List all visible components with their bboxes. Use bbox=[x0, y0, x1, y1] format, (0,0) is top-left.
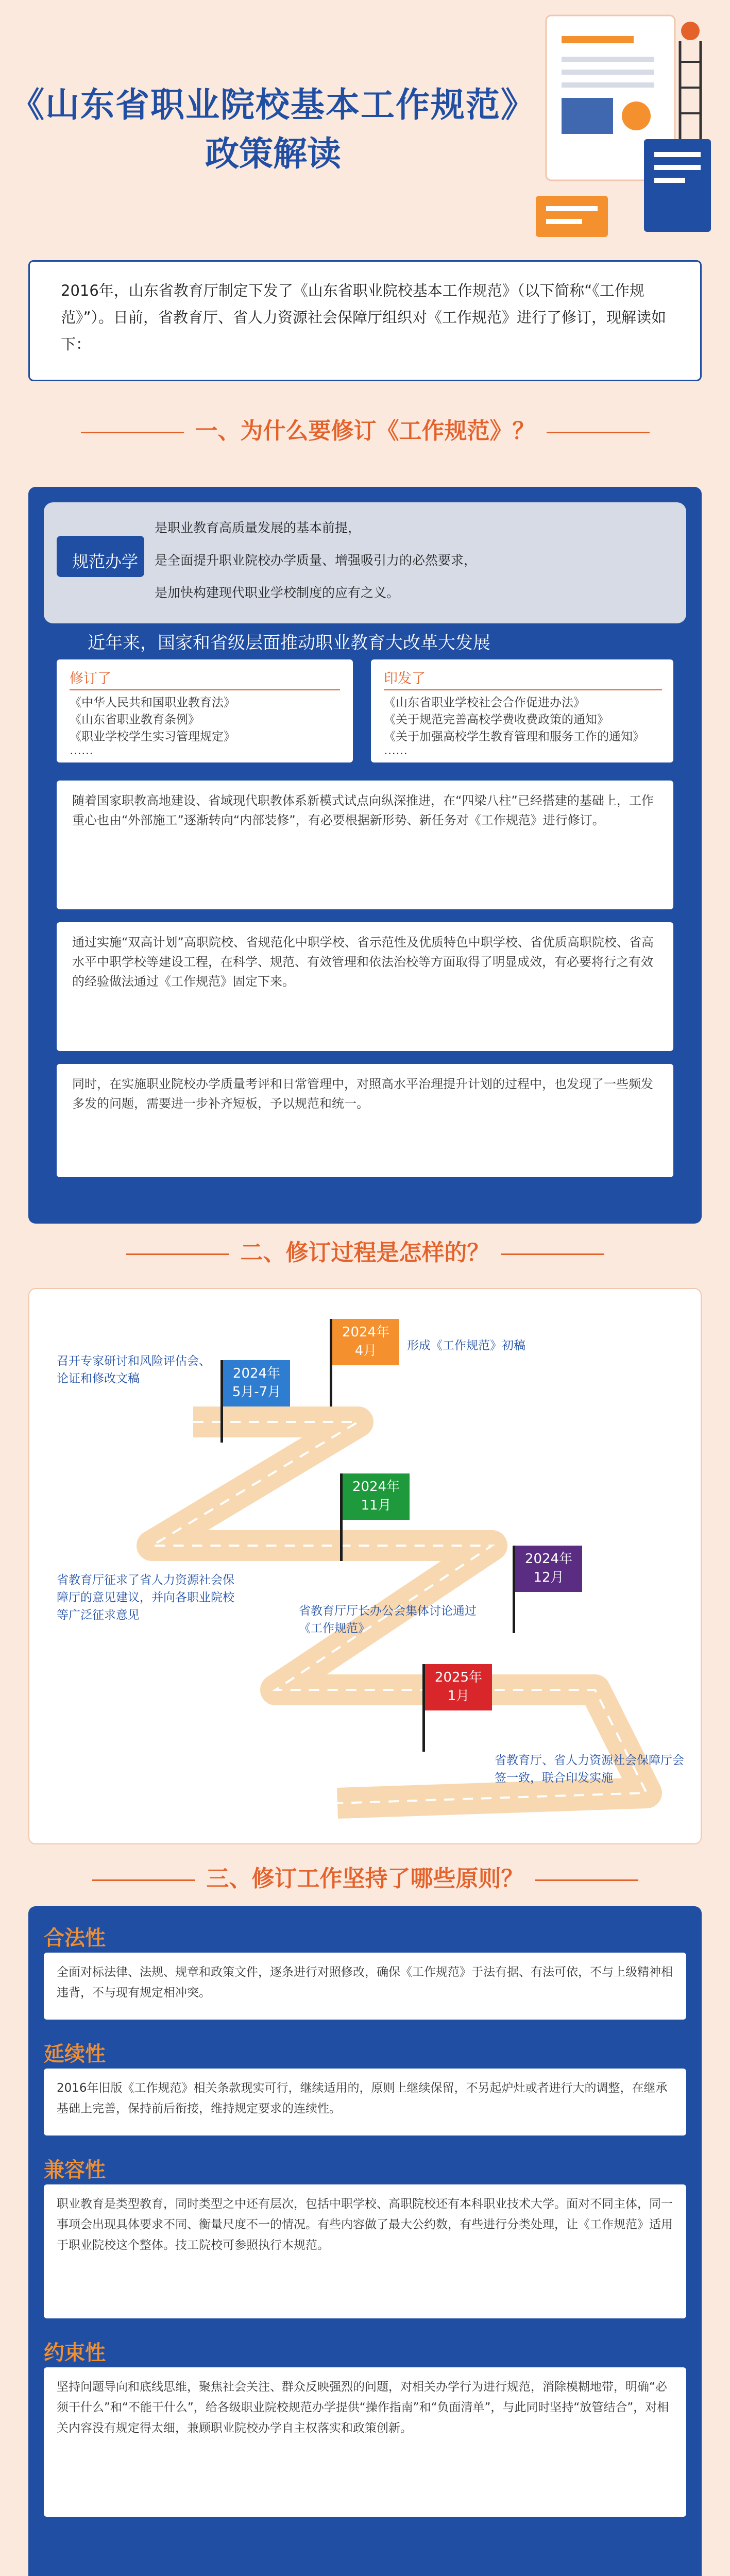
flag-date: 2024年 4月 bbox=[342, 1325, 390, 1359]
timeline-text: 省教育厅、省人力资源社会保障厅会签一致，联合印发实施 bbox=[495, 1754, 684, 1785]
issued-item: 《关于加强高校学生教育管理和服务工作的通知》 bbox=[384, 730, 644, 743]
flag-date: 2024年 11月 bbox=[352, 1479, 400, 1513]
issued-item: 《关于规范完善高校学费收费政策的通知》 bbox=[384, 713, 609, 726]
page-title: 《山东省职业院校基本工作规范》 bbox=[10, 85, 536, 125]
page-subtitle: 政策解读 bbox=[205, 134, 341, 174]
timeline-text: 召开专家研讨和风险评估会、论证和修改文稿 bbox=[57, 1354, 211, 1385]
section1-heading-text: 一、为什么要修订《工作规范》？ bbox=[195, 418, 535, 444]
revised-item: 《职业学校学生实习管理规定》 bbox=[70, 730, 235, 743]
principle-text: 职业教育是类型教育，同时类型之中还有层次，包括中职学校、高职院校还有本科职业技术大学。面对不同主体，同一事项会出现具体要求不同、衡量尺度不一的情况。有些内容做了最大公约数，有些进行分类处理，让《工作规范》适用于职业院校这个整体。技工院校可参照执行本规范。 bbox=[44, 2184, 686, 2318]
section3-heading-text: 三、修订工作坚持了哪些原则？ bbox=[206, 1866, 524, 1892]
heading-dash-right bbox=[547, 432, 650, 433]
section1-heading bbox=[0, 412, 730, 445]
section1-highlight: 近年来，国家和省级层面推动职业教育大改革大发展 bbox=[88, 633, 490, 653]
principle-title: 约束性 bbox=[44, 2341, 106, 2365]
flag-2024-5-7 bbox=[223, 1360, 290, 1406]
flag-2024-11 bbox=[343, 1473, 410, 1520]
heading-dash-left bbox=[92, 1879, 195, 1881]
revised-item: 《中华人民共和国职业教育法》 bbox=[70, 696, 235, 709]
revised-item: 《山东省职业教育条例》 bbox=[70, 713, 200, 726]
revised-item: …… bbox=[70, 744, 93, 757]
timeline-text: 省教育厅征求了省人力资源社会保障厅的意见建议，并向各职业院校等广泛征求意见 bbox=[57, 1573, 234, 1622]
heading-dash-right bbox=[535, 1879, 638, 1881]
heading-dash-left bbox=[126, 1253, 229, 1255]
heading-dash-left bbox=[81, 432, 184, 433]
intro-box: 2016年，山东省教育厅制定下发了《山东省职业院校基本工作规范》（以下简称“《工作规范》”）。日前，省教育厅、省人力资源社会保障厅组织对《工作规范》进行了修订，现解读如下： bbox=[28, 260, 702, 381]
timeline-text: 形成《工作规范》初稿 bbox=[407, 1339, 525, 1352]
principle-title: 合法性 bbox=[44, 1926, 106, 1950]
reason-line: 是全面提升职业院校办学质量、增强吸引力的必然要求， bbox=[155, 553, 477, 568]
reason-paragraph: 同时，在实施职业院校办学质量考评和日常管理中，对照高水平治理提升计划的过程中，也发现了一些频发多发的问题，需要进一步补齐短板，予以规范和统一。 bbox=[57, 1064, 673, 1177]
flag-2025-1 bbox=[425, 1664, 492, 1710]
section3-heading bbox=[0, 1860, 730, 1893]
flag-2024-12 bbox=[515, 1546, 582, 1592]
issued-item: …… bbox=[384, 744, 408, 757]
flag-date: 2024年 5月-7月 bbox=[232, 1366, 281, 1400]
principle-title: 兼容性 bbox=[44, 2158, 106, 2182]
issued-item: 《山东省职业学校社会合作促进办法》 bbox=[384, 696, 585, 709]
flag-2024-4 bbox=[332, 1319, 399, 1365]
heading-dash-right bbox=[501, 1253, 604, 1255]
reason-line: 是加快构建现代职业学校制度的应有之义。 bbox=[155, 585, 400, 600]
revised-tag: 修订了 bbox=[70, 667, 340, 690]
section1-label: 规范办学 bbox=[72, 552, 139, 571]
principle-text: 全面对标法律、法规、规章和政策文件，逐条进行对照修改，确保《工作规范》于法有据、有法可依，不与上级精神相违背，不与现有规定相冲突。 bbox=[44, 1953, 686, 2020]
reason-line: 是职业教育高质量发展的基本前提， bbox=[155, 520, 361, 535]
principle-text: 2016年旧版《工作规范》相关条款现实可行，继续适用的，原则上继续保留，不另起炉灶或者进行大的调整，在继承基础上完善，保持前后衔接，维持规定要求的连续性。 bbox=[44, 2069, 686, 2136]
section2-heading-text: 二、修订过程是怎样的？ bbox=[240, 1240, 490, 1266]
principle-text: 坚持问题导向和底线思维，聚焦社会关注、群众反映强烈的问题，对相关办学行为进行规范，消除模糊地带，明确“必须干什么”和“不能干什么”，给各级职业院校规范办学提供“操作指南”和“负面清单”，与此同时坚持“放管结合”，对相关内容没有规定得太细，兼顾职业院校办学自主权落实和政策创新。 bbox=[44, 2367, 686, 2517]
flag-date: 2025年 1月 bbox=[434, 1670, 483, 1704]
section2-heading bbox=[0, 1234, 730, 1267]
reason-paragraph: 随着国家职教高地建设、省域现代职教体系新模式试点向纵深推进，在“四梁八柱”已经搭建的基础上，工作重心也由“外部施工”逐渐转向“内部装修”，有必要根据新形势、新任务对《工作规范》进行修订。 bbox=[57, 781, 673, 909]
principle-title: 延续性 bbox=[44, 2042, 106, 2066]
issued-tag: 印发了 bbox=[384, 667, 662, 690]
timeline-text: 省教育厅厅长办公会集体讨论通过《工作规范》 bbox=[299, 1604, 477, 1635]
document-illustration bbox=[525, 10, 721, 247]
flag-date: 2024年 12月 bbox=[524, 1551, 573, 1585]
reason-paragraph: 通过实施“双高计划”高职院校、省规范化中职学校、省示范性及优质特色中职学校、省优质高职院校、省高水平中职学校等建设工程，在科学、规范、有效管理和依法治校等方面取得了明显成效，有必要将行之有效的经验做法通过《工作规范》固定下来。 bbox=[57, 922, 673, 1051]
